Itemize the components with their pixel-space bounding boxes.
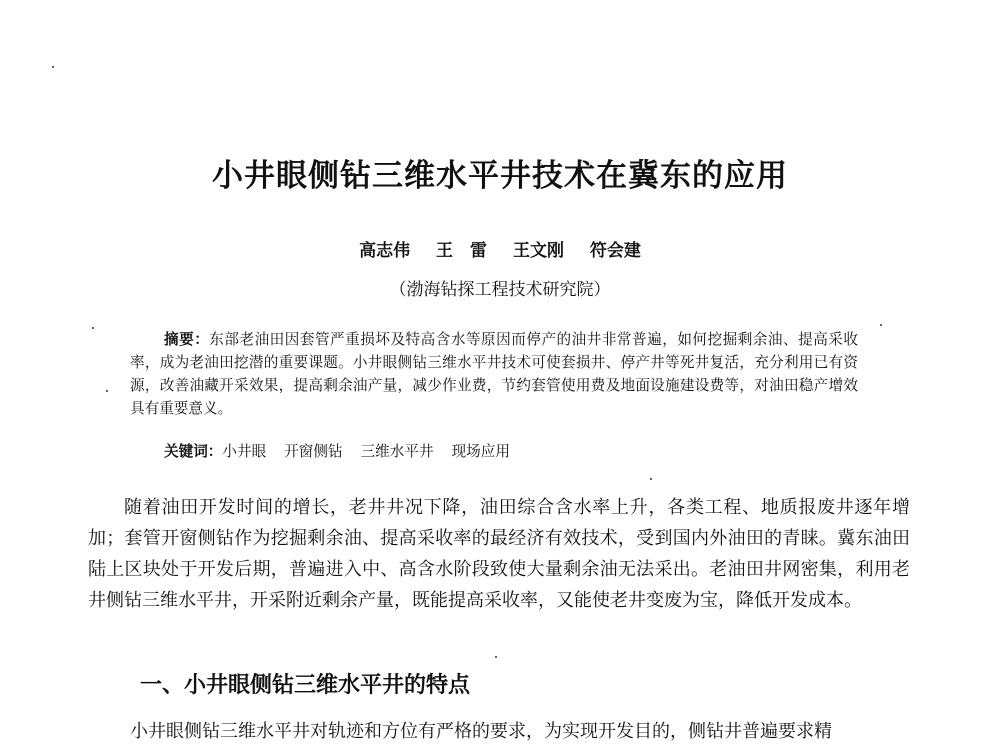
scan-speck bbox=[52, 66, 54, 68]
intro-paragraph: 随着油田开发时间的增长，老井井况下降，油田综合含水率上升，各类工程、地质报废井逐年增加；套管开窗侧钻作为挖掘剩余油、提高采收率的最经济有效技术，受到国内外油田的青睐。冀东油田陆上区块处于开发后期，普遍进入中、高含水阶段致使大量剩余油无法采出。老油田井网密集，利用老井侧钻三维水平井，开采附近剩余产量，既能提高采收率，又能使老井变废为宝，降低开发成本。 bbox=[88, 497, 910, 611]
author-name: 符会建 bbox=[589, 241, 641, 261]
abstract bbox=[130, 328, 858, 420]
abstract-label: 摘要： bbox=[164, 331, 210, 348]
scan-speck bbox=[495, 656, 497, 658]
keyword: 现场应用 bbox=[451, 443, 510, 460]
section-heading: 一、小井眼侧钻三维水平井的特点 bbox=[140, 673, 471, 698]
author-name: 王 雷 bbox=[436, 241, 488, 261]
keyword: 小井眼 bbox=[222, 443, 267, 460]
keywords bbox=[164, 440, 528, 461]
author-name: 高志伟 bbox=[359, 241, 411, 261]
cut-off-text-line: 小井眼侧钻三维水平井对轨迹和方位有严格的要求，为实现开发目的，侧钻井普遍要求精 bbox=[130, 721, 832, 742]
scan-speck bbox=[650, 478, 652, 480]
author-list bbox=[0, 236, 1000, 261]
author-name: 王文刚 bbox=[512, 241, 564, 261]
scan-speck bbox=[880, 324, 882, 326]
keywords-label: 关键词： bbox=[164, 443, 223, 460]
scan-speck bbox=[106, 390, 108, 392]
scan-speck bbox=[92, 327, 94, 329]
paper-title: 小井眼侧钻三维水平井技术在冀东的应用 bbox=[212, 158, 788, 194]
keyword: 开窗侧钻 bbox=[284, 443, 343, 460]
affiliation: （渤海钻探工程技术研究院） bbox=[389, 280, 611, 300]
abstract-text: 东部老油田因套管严重损坏及特高含水等原因而停产的油井非常普遍，如何挖掘剩余油、提高采收率，成为老油田挖潜的重要课题。小井眼侧钻三维水平井技术可使套损井、停产井等死井复活，充分利用已有资源，改善油藏开采效果，提高剩余油产量，减少作业费，节约套管使用费及地面设施建设费等，对油田稳产增效具有重要意义。 bbox=[130, 331, 858, 417]
keyword: 三维水平井 bbox=[360, 443, 434, 460]
